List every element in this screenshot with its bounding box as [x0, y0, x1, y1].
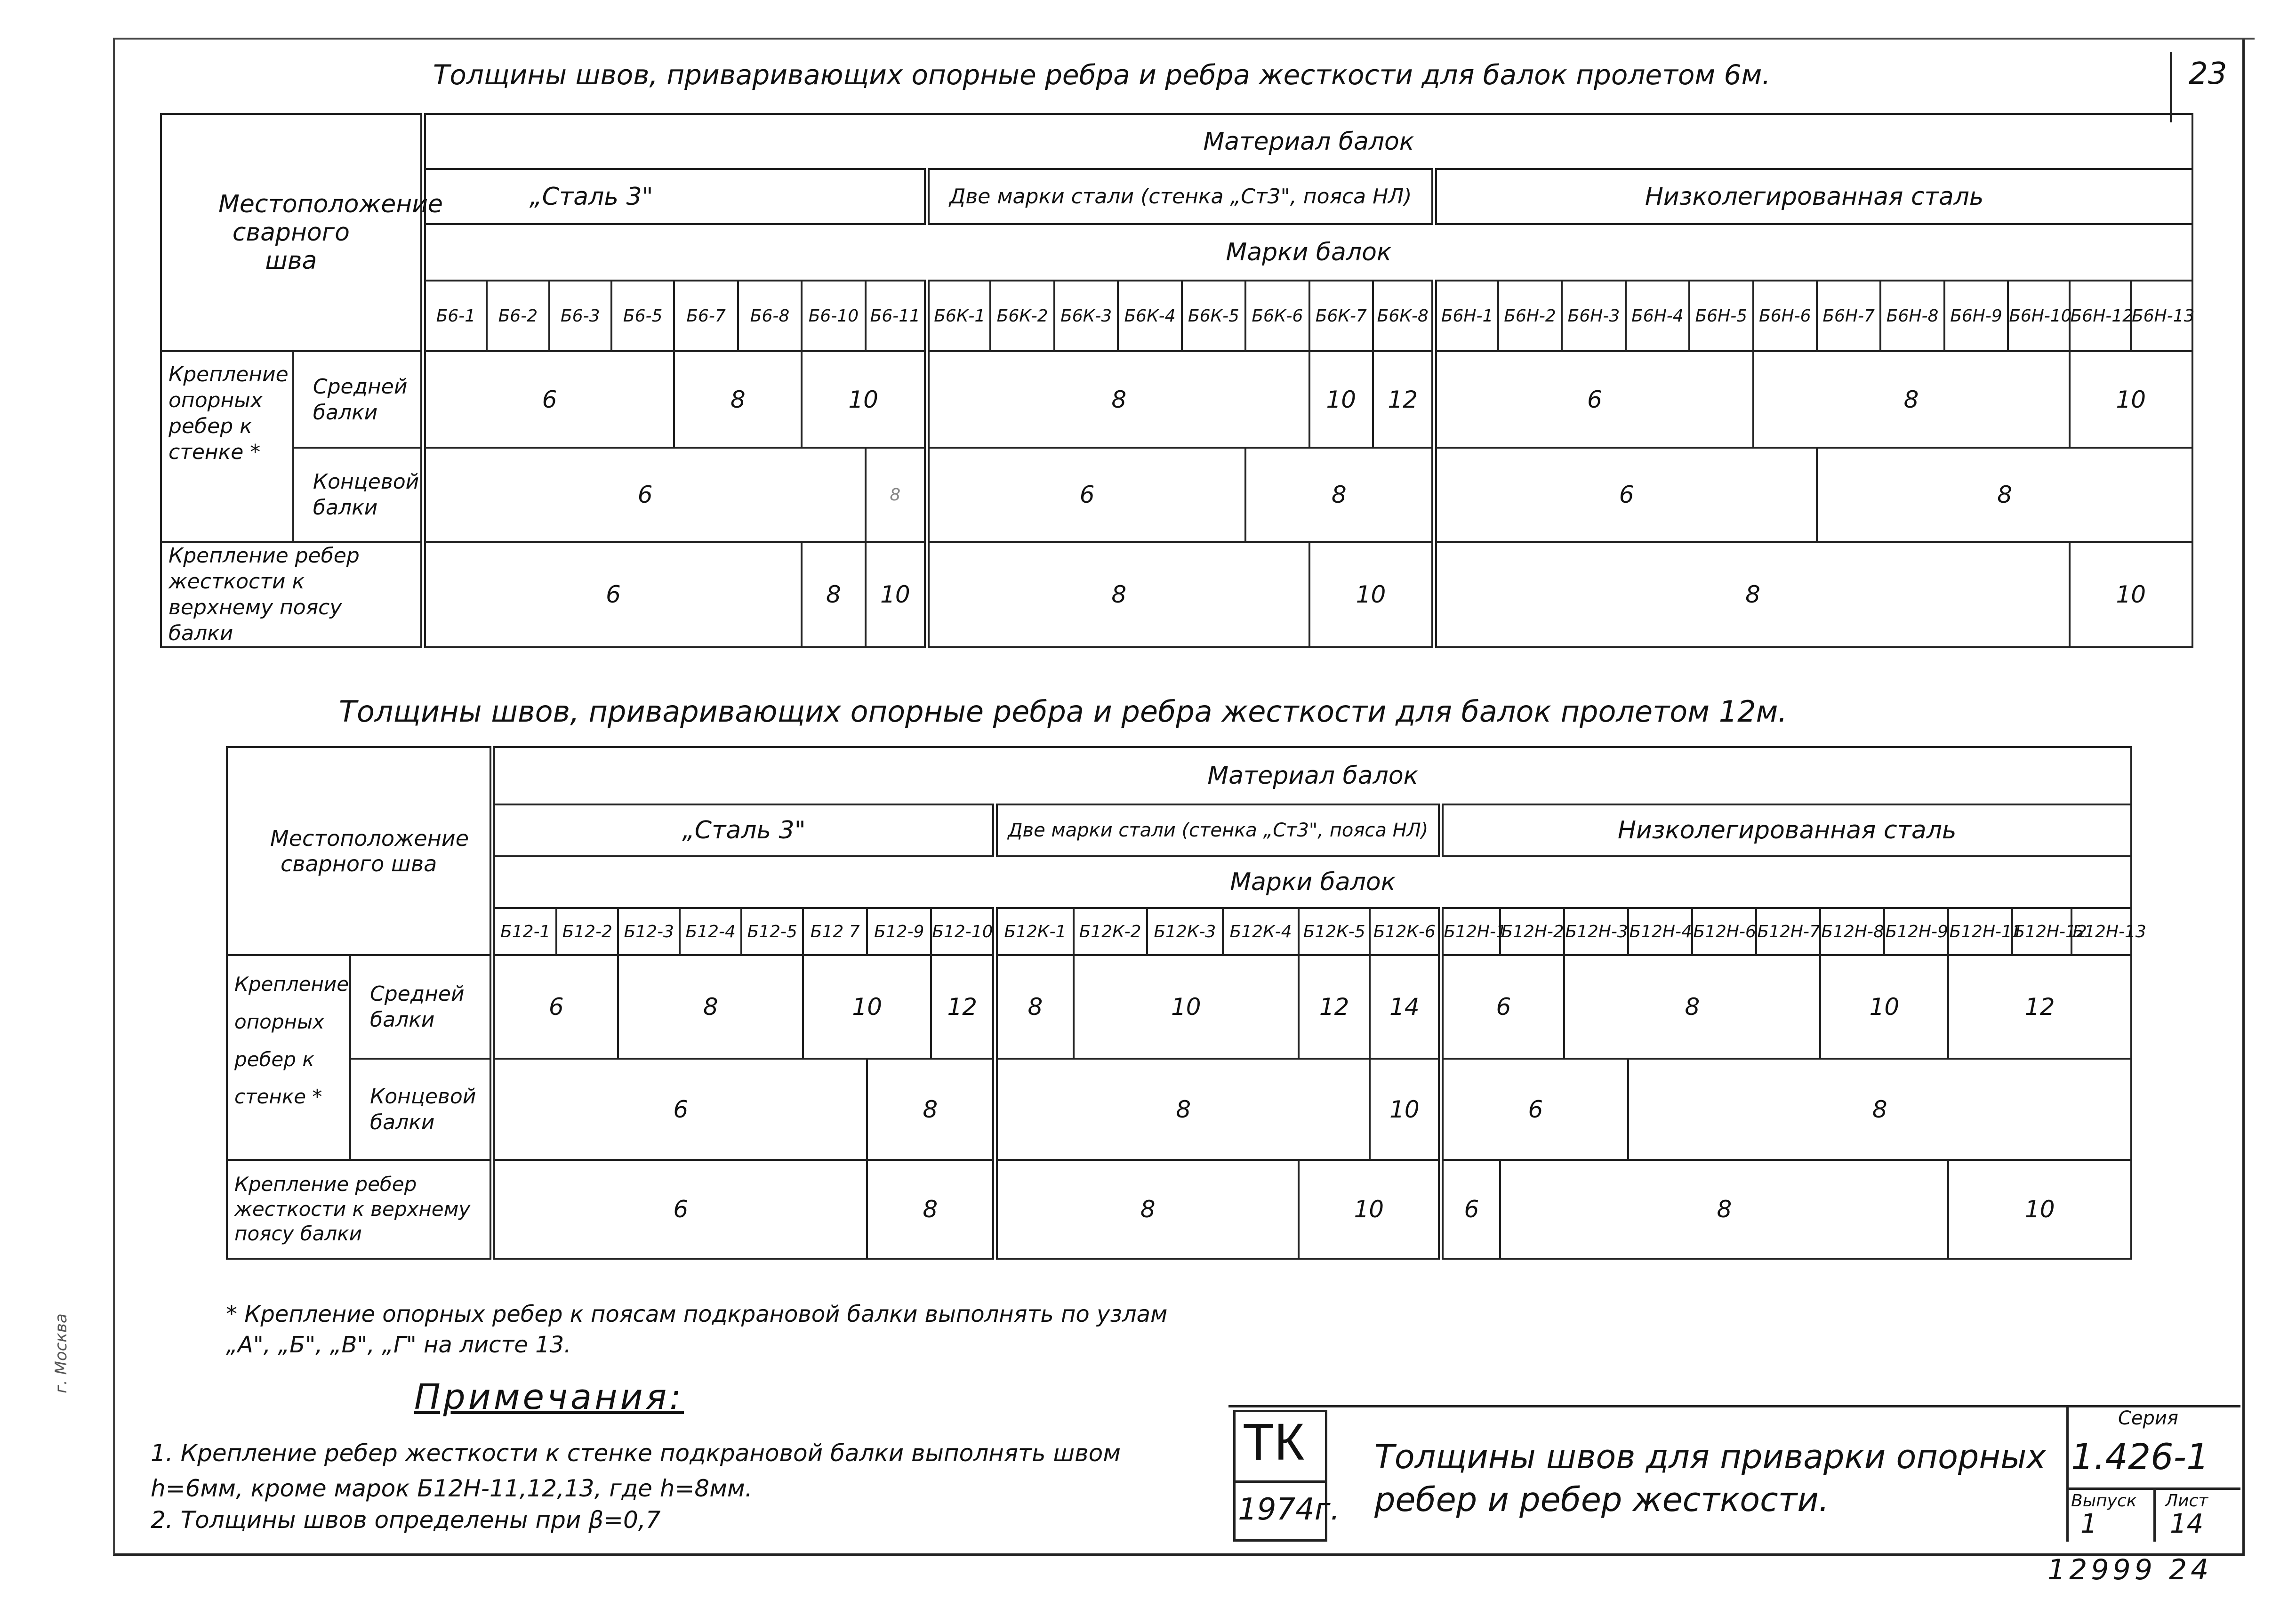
- page-number: 23: [2189, 56, 2227, 91]
- t1-mark: Б6К-4: [1118, 281, 1181, 351]
- t1-end-value: 6: [1434, 448, 1817, 542]
- t2-end-value: 8: [1628, 1059, 2131, 1160]
- t1-mark: Б6Н-6: [1753, 281, 1817, 351]
- t2-stiff-value: 8: [867, 1160, 995, 1259]
- t1-mark: Б6Н-4: [1626, 281, 1689, 351]
- t1-middle-value: 10: [802, 351, 927, 448]
- t2-middle-value: 8: [1564, 955, 1820, 1059]
- stamp-sheet-label: Лист: [2165, 1491, 2208, 1511]
- t2-middle-value: 6: [1441, 955, 1564, 1059]
- t2-mark: Б12Н-6: [1692, 908, 1756, 955]
- t2-end-value: 8: [867, 1059, 995, 1160]
- t2-mark: Б12-5: [741, 908, 803, 955]
- t2-stiff-value: 6: [1441, 1160, 1500, 1259]
- t1-mark: Б6К-1: [927, 281, 990, 351]
- footnote: * Крепление опорных ребер к поясам подкрановой балки выполнять по узлам „А", „Б", „В", „Г" на листе 13.: [226, 1301, 1168, 1358]
- t1-mark: Б6Н-12: [2070, 281, 2131, 351]
- t2-material-steel3: „Сталь 3": [492, 804, 995, 856]
- stamp-series: 1.426-1: [2071, 1436, 2209, 1478]
- t2-material-two: Две марки стали (стенка „Ст3", пояса НЛ): [995, 804, 1441, 856]
- t1-mark: Б6К-2: [990, 281, 1054, 351]
- t2-mark: Б12-10: [931, 908, 995, 955]
- t1-end-value: 8: [1245, 448, 1434, 542]
- t2-mark: Б12-4: [680, 908, 741, 955]
- t1-end-value: 6: [927, 448, 1245, 542]
- t1-mark: Б6Н-3: [1562, 281, 1625, 351]
- t1-mark: Б6-7: [674, 281, 738, 351]
- t2-mark: Б12Н-9: [1884, 908, 1948, 955]
- t1-middle-value: 10: [1309, 351, 1373, 448]
- t2-middle-label: Средней балки: [350, 955, 492, 1059]
- table1: [160, 113, 2193, 648]
- t2-mark: Б12Н-2: [1500, 908, 1564, 955]
- t1-stiff-value: 10: [2070, 542, 2192, 647]
- t2-end-label: Концевой балки: [350, 1059, 492, 1160]
- t1-marks-header: Марки балок: [423, 224, 2192, 281]
- t1-mark: Б6Н-5: [1689, 281, 1753, 351]
- t2-mark: Б12-2: [556, 908, 618, 955]
- t1-stiff-value: 10: [1309, 542, 1435, 647]
- t2-middle-value: 12: [1948, 955, 2131, 1059]
- stamp-title: Толщины швов для приварки опорных ребер и ребер жесткости.: [1374, 1438, 2046, 1519]
- t2-stiff-value: 8: [1500, 1160, 1948, 1259]
- side-city-text: г. Москва: [52, 1313, 71, 1393]
- t2-mark: Б12Н-3: [1564, 908, 1628, 955]
- t2-material-header: Материал балок: [492, 747, 2131, 804]
- t1-mark: Б6К-5: [1182, 281, 1245, 351]
- t1-mark: Б6К-8: [1373, 281, 1434, 351]
- t2-mark: Б12-9: [867, 908, 931, 955]
- page-number-box: [2170, 52, 2172, 122]
- t2-mark: Б12Н-4: [1628, 908, 1692, 955]
- t1-corner: Местоположение сварного шва: [161, 114, 423, 351]
- frame-top-line: [113, 38, 2255, 40]
- t1-mark: Б6-8: [738, 281, 802, 351]
- t1-mark: Б6Н-13: [2131, 281, 2192, 351]
- t2-group-label: Крепление опорных ребер к стенке *: [227, 955, 350, 1160]
- t1-stiff-label: Крепление ребер жесткости к верхнему поясу балки: [161, 542, 423, 647]
- t1-mark: Б6Н-8: [1880, 281, 1944, 351]
- t2-mark: Б12-3: [618, 908, 680, 955]
- bottom-number: 12999 24: [2047, 1553, 2213, 1586]
- t1-mark: Б6Н-10: [2008, 281, 2069, 351]
- t1-middle-label: Средней балки: [293, 351, 423, 448]
- t1-stiff-value: 8: [802, 542, 865, 647]
- t1-mark: Б6-10: [802, 281, 865, 351]
- t2-mark: Б12-1: [492, 908, 556, 955]
- t2-middle-value: 8: [618, 955, 803, 1059]
- t1-middle-value: 10: [2070, 351, 2192, 448]
- stamp-right-box: [2066, 1405, 2069, 1542]
- t1-material-two: Две марки стали (стенка „Ст3", пояса НЛ): [927, 169, 1434, 224]
- t2-stiff-value: 10: [1948, 1160, 2131, 1259]
- t2-stiff-value: 8: [995, 1160, 1299, 1259]
- notes-heading: Примечания:: [414, 1377, 684, 1417]
- t2-material-low: Низколегированная сталь: [1441, 804, 2131, 856]
- t2-middle-value: 10: [1074, 955, 1299, 1059]
- stamp-sheet: 14: [2170, 1509, 2204, 1539]
- t1-mark: Б6-3: [549, 281, 611, 351]
- t1-end-value: 8: [1817, 448, 2192, 542]
- stamp-issue-divider: [2153, 1487, 2156, 1542]
- t2-end-value: 10: [1370, 1059, 1441, 1160]
- t1-mark: Б6К-7: [1309, 281, 1373, 351]
- stamp-issue: 1: [2080, 1509, 2097, 1539]
- stamp-issue-label: Выпуск: [2071, 1491, 2137, 1511]
- t2-mark: Б12Н-12: [2012, 908, 2071, 955]
- t1-mark: Б6Н-9: [1944, 281, 2008, 351]
- stamp-year: 1974г.: [1238, 1492, 1340, 1527]
- t2-corner: Местоположение сварного шва: [227, 747, 492, 955]
- table1-title: Толщины швов, приваривающих опорные ребра и ребра жесткости для балок пролетом 6м.: [433, 59, 1771, 91]
- t1-mark: Б6-5: [611, 281, 674, 351]
- t1-mark: Б6Н-2: [1498, 281, 1562, 351]
- t2-middle-value: 8: [995, 955, 1073, 1059]
- t2-middle-value: 12: [931, 955, 995, 1059]
- t1-mark: Б6-2: [487, 281, 549, 351]
- t1-end-value: 8: [866, 448, 927, 542]
- note-1: 1. Крепление ребер жесткости к стенке подкрановой балки выполнять швом h=6мм, кроме марок Б12Н-11,12,13, где h=8мм.: [151, 1439, 1121, 1502]
- t1-middle-value: 8: [927, 351, 1309, 448]
- t2-middle-value: 10: [1820, 955, 1948, 1059]
- t2-mark: Б12Н-13: [2071, 908, 2131, 955]
- table2: [226, 746, 2146, 1260]
- stamp-series-label: Серия: [2118, 1407, 2178, 1429]
- t1-stiff-value: 6: [423, 542, 802, 647]
- t2-middle-value: 6: [492, 955, 618, 1059]
- t1-stiff-value: 8: [1434, 542, 2069, 647]
- t1-material-low: Низколегированная сталь: [1434, 169, 2192, 224]
- t2-middle-value: 12: [1299, 955, 1370, 1059]
- t1-stiff-value: 8: [927, 542, 1309, 647]
- t2-mark: Б12Н-8: [1820, 908, 1884, 955]
- t2-end-value: 6: [492, 1059, 867, 1160]
- table2-title: Толщины швов, приваривающих опорные ребра и ребра жесткости для балок пролетом 12м.: [339, 694, 1788, 729]
- t1-mark: Б6К-6: [1245, 281, 1309, 351]
- t2-mark: Б12К-2: [1074, 908, 1147, 955]
- t1-mark: Б6Н-1: [1434, 281, 1498, 351]
- note-2: 2. Толщины швов определены при β=0,7: [151, 1506, 661, 1534]
- t1-mark: Б6Н-7: [1817, 281, 1880, 351]
- t1-mark: Б6К-3: [1054, 281, 1118, 351]
- t1-material-steel3: „Сталь 3": [423, 169, 927, 224]
- t2-end-value: 8: [995, 1059, 1370, 1160]
- t1-middle-value: 6: [1434, 351, 1753, 448]
- t1-middle-value: 8: [1753, 351, 2070, 448]
- t2-mark: Б12К-6: [1370, 908, 1441, 955]
- t1-mark: Б6-11: [866, 281, 927, 351]
- t2-marks-header: Марки балок: [492, 856, 2131, 908]
- t2-mark: Б12Н-7: [1756, 908, 1820, 955]
- t2-middle-value: 10: [803, 955, 931, 1059]
- t1-mark: Б6-1: [423, 281, 487, 351]
- t2-end-value: 6: [1441, 1059, 1628, 1160]
- stamp-org-divider: [1233, 1480, 1327, 1483]
- t2-middle-value: 14: [1370, 955, 1441, 1059]
- t2-stiff-value: 6: [492, 1160, 867, 1259]
- t1-stiff-value: 10: [866, 542, 927, 647]
- t1-group-label: Крепление опорных ребер к стенке *: [161, 351, 293, 542]
- t2-mark: Б12К-5: [1299, 908, 1370, 955]
- t1-material-header: Материал балок: [423, 114, 2192, 169]
- t2-stiff-label: Крепление ребер жесткости к верхнему поясу балки: [227, 1160, 492, 1259]
- t2-mark: Б12Н-1: [1441, 908, 1500, 955]
- stamp-org: ТК: [1243, 1413, 1305, 1471]
- t2-mark: Б12К-3: [1147, 908, 1223, 955]
- t1-end-value: 6: [423, 448, 866, 542]
- t1-middle-value: 12: [1373, 351, 1434, 448]
- stamp-top-line: [1228, 1405, 2240, 1407]
- t2-mark: Б12Н-11: [1948, 908, 2012, 955]
- t2-mark: Б12К-4: [1223, 908, 1299, 955]
- t2-stiff-value: 10: [1299, 1160, 1441, 1259]
- t2-mark: Б12К-1: [995, 908, 1073, 955]
- t1-middle-value: 6: [423, 351, 674, 448]
- t1-end-label: Концевой балки: [293, 448, 423, 542]
- t1-middle-value: 8: [674, 351, 802, 448]
- t2-mark: Б12 7: [803, 908, 867, 955]
